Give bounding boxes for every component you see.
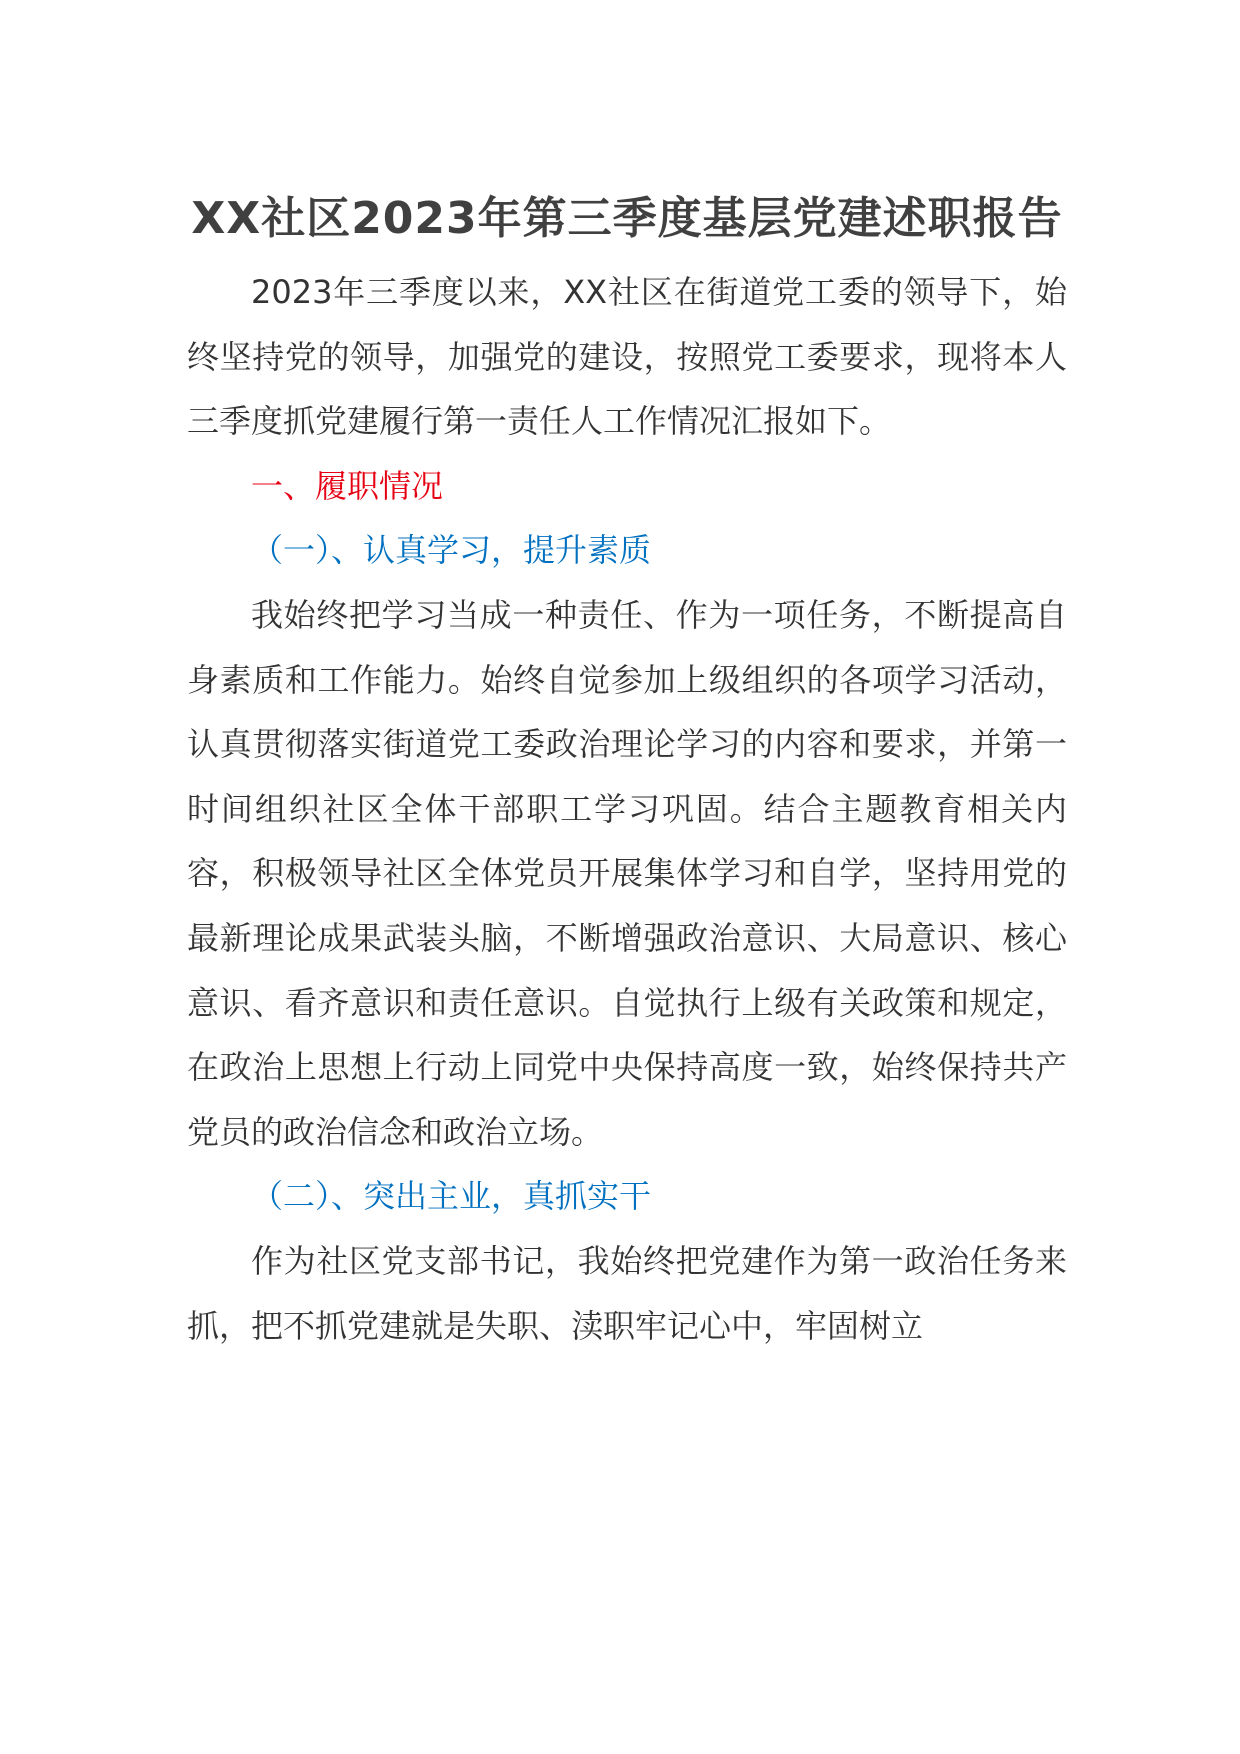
subsection-heading-study: （一）、认真学习，提升素质 [251,531,652,570]
main-work-paragraph: 作为社区党支部书记，我始终把党建作为第一政治任务来抓，把不抓党建就是失职、渎职牢记心中，牢固树立 [187,1241,1067,1345]
document-body [187,188,1067,1358]
study-paragraph: 我始终把学习当成一种责任、作为一项任务，不断提高自身素质和工作能力。始终自觉参加上级组织的各项学习活动，认真贯彻落实街道党工委政治理论学习的内容和要求，并第一时间组织社区全体干部职工学习巩固。结合主题教育相关内容，积极领导社区全体党员开展集体学习和自学，坚持用党的最新理论成果武装头脑，不断增强政治意识、大局意识、核心意识、看齐意识和责任意识。自觉执行上级有关政策和规定，在政治上思想上行动上同党中央保持高度一致，始终保持共产党员的政治信念和政治立场。 [187,595,1067,1151]
intro-paragraph: 2023年三季度以来，XX社区在街道党工委的领导下，始终坚持党的领导，加强党的建设，按照党工委要求，现将本人三季度抓党建履行第一责任人工作情况汇报如下。 [187,273,1067,441]
document-title: XX社区2023年第三季度基层党建述职报告 [191,193,1063,244]
subsection-heading-main-work: （二）、突出主业，真抓实干 [251,1177,652,1216]
section-heading-performance: 一、履职情况 [251,466,444,505]
